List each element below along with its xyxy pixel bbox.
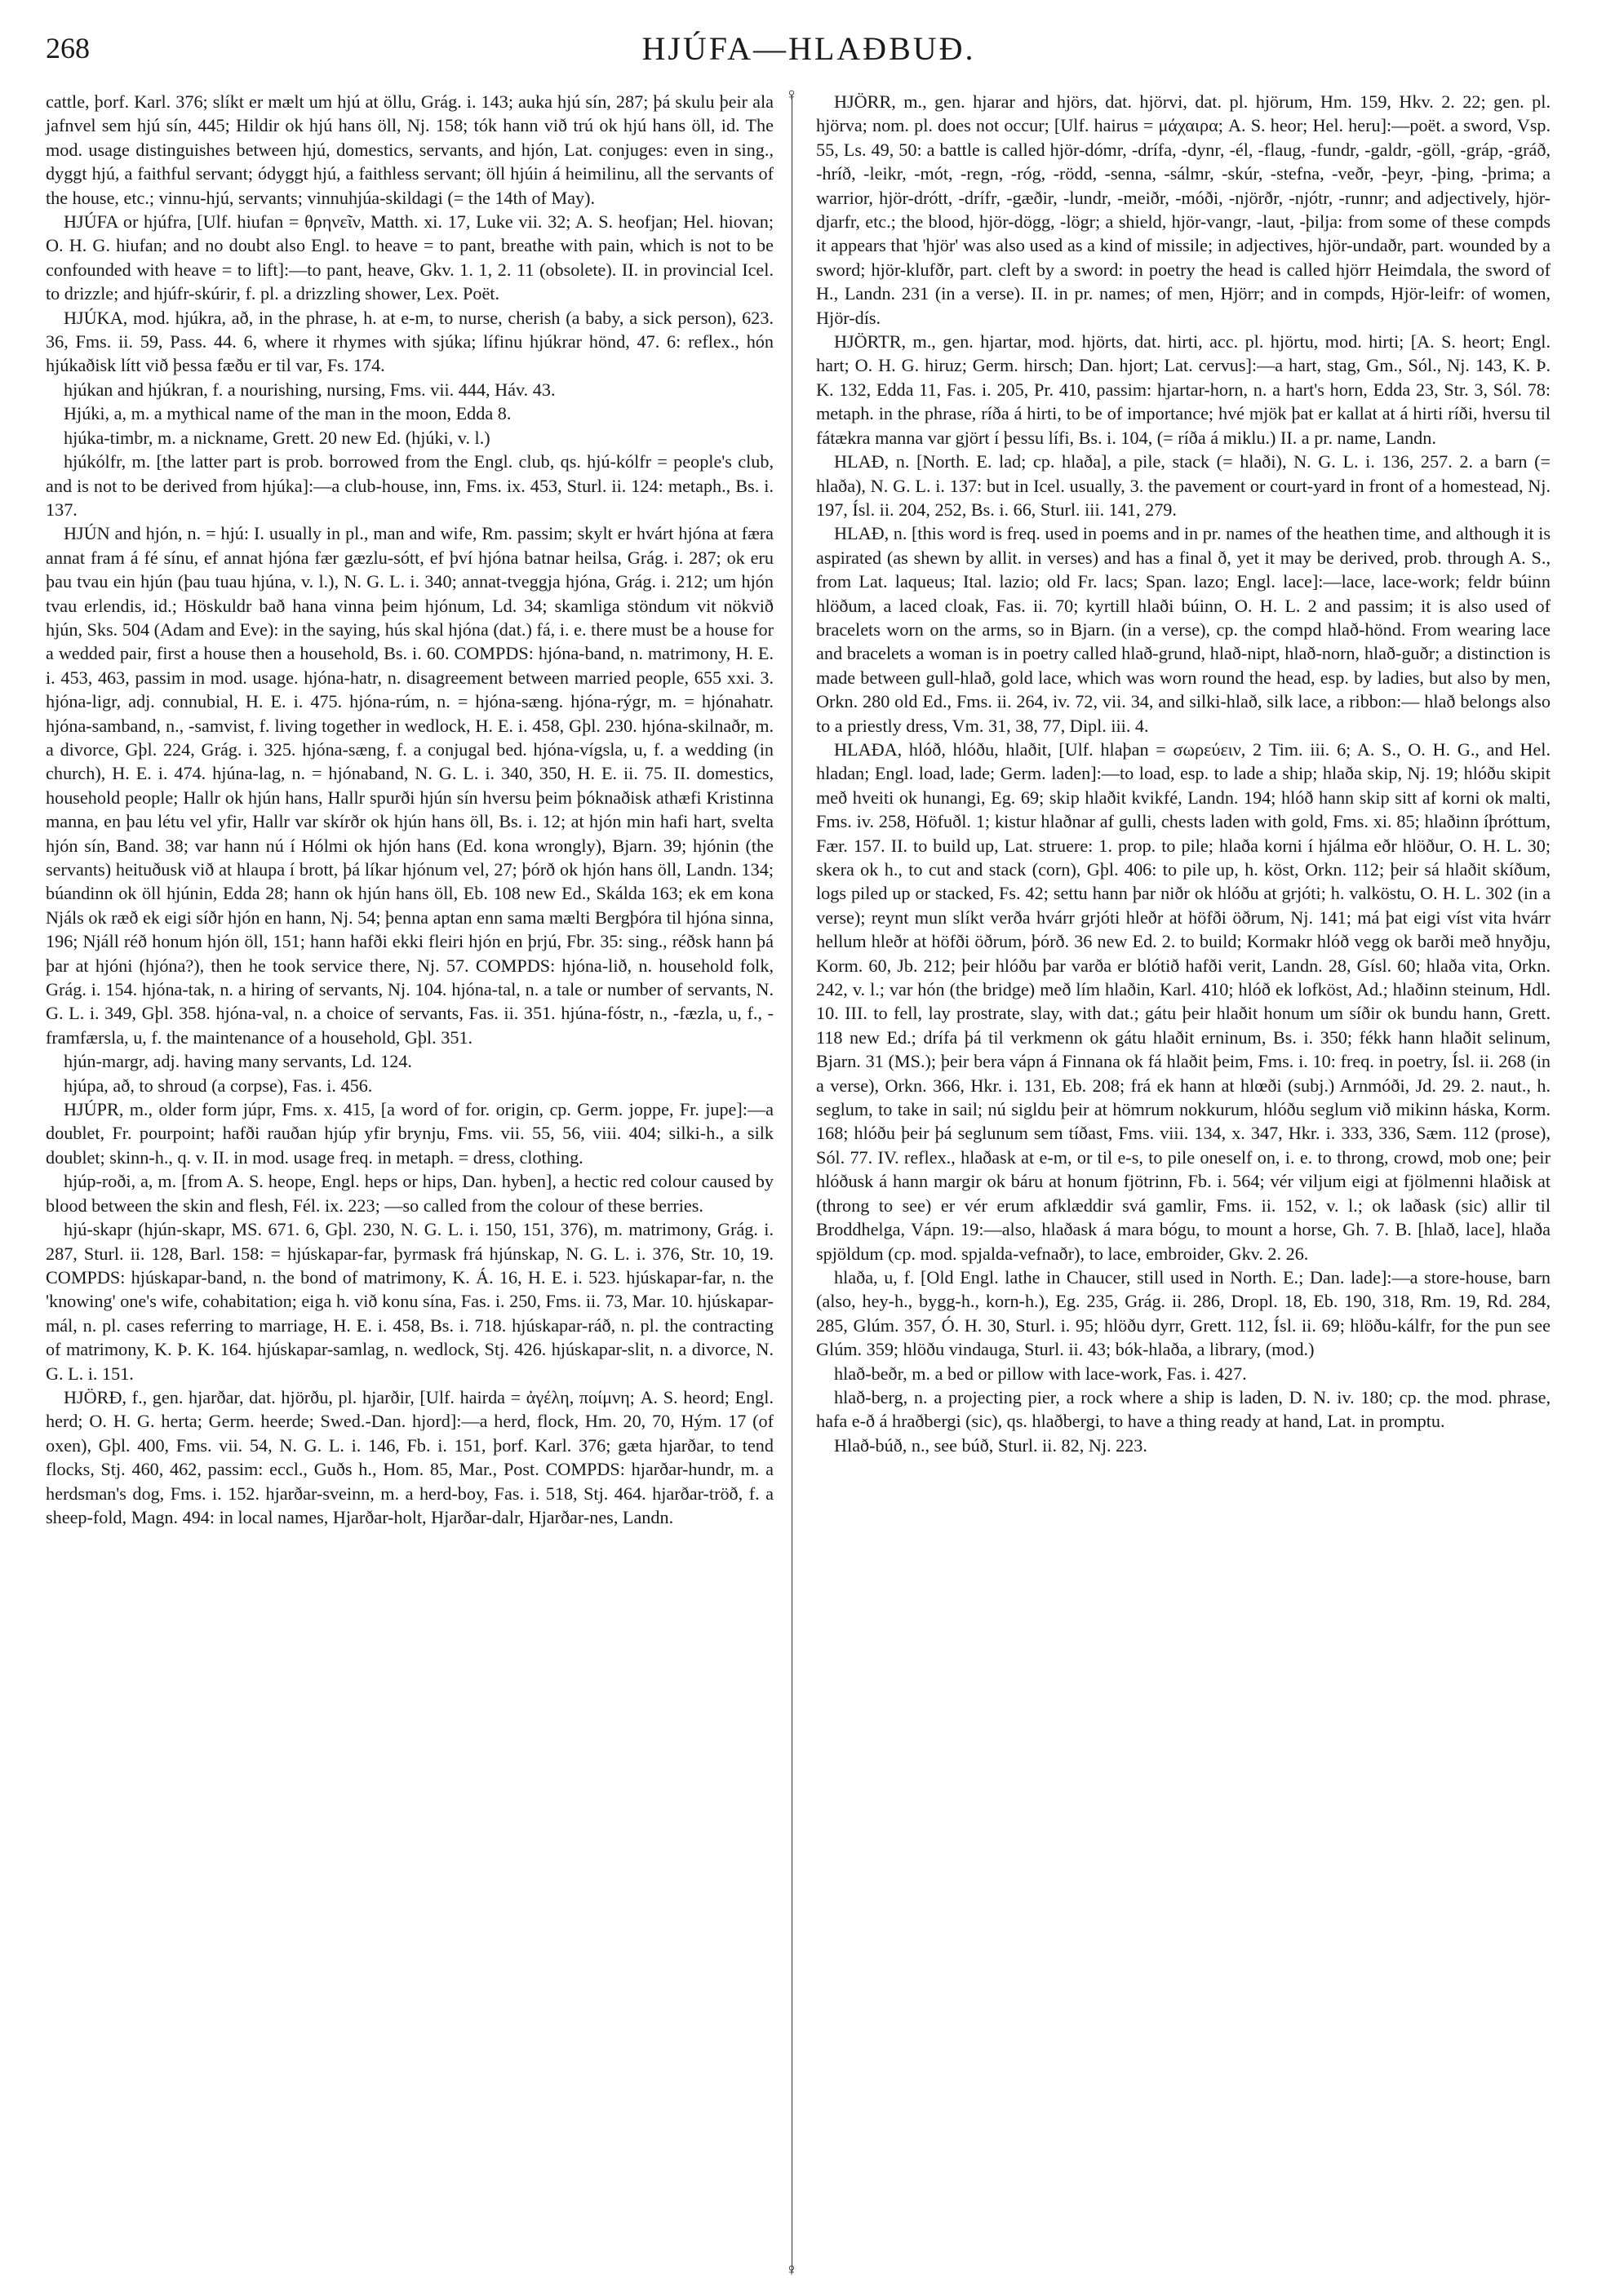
entry-paragraph: HJÚKA, mod. hjúkra, að, in the phrase, h. at e-m, to nurse, cherish (a baby, a sick person), 623. 36, Fms. ii. 59, Pass. 44. 6, where it rhymes with sjúka; lífinu hjúkrar hönd, 47. 6: reflex., hón hjúkaðisk lítt við þessa fæðu er til var, Fs. 174.	[46, 307, 774, 376]
entry-paragraph: HJÚPR, m., older form júpr, Fms. x. 415, [a word of for. origin, cp. Germ. joppe, Fr. jupe]:—a doublet, Fr. pourpoint; hafði rauðan hjúp yfir brynju, Fms. vii. 55, 56, viii. 404; silki-h., a silk doublet; skinn-h., q. v. II. in mod. usage freq. in metaph. = dress, clothing.	[46, 1099, 774, 1168]
entry-paragraph: hlaða, u, f. [Old Engl. lathe in Chaucer, still used in North. E.; Dan. lade]:—a store-house, barn (also, hey-h., bygg-h., korn-h.), Eg. 235, Grág. ii. 286, Dropl. 18, Eb. 190, 318, Rm. 19, Rd. 284, 285, Glúm. 357, Ó. H. 30, Sturl. i. 95; hlöðu dyrr, Grett. 112, Ísl. ii. 69; hlöðu-kálfr, for the pun see Glúm. 359; hlöðu vindauga, Sturl. ii. 43; bók-hlaða, a library, (mod.)	[816, 1266, 1551, 1360]
entry-paragraph: HLAÐ, n. [this word is freq. used in poems and in pr. names of the heathen time, and although it is aspirated (as shewn by allit. in verses) and has a final ð, yet it may be derived, prob. through A. S., from Lat. laqueus; Ital. lazio; old Fr. lacs; Span. lazo; Engl. lace]:—lace, lace-work; feldr búinn hlöðum, a laced cloak, Fas. ii. 70; kyrtill hlaði búinn, O. H. L. 2 and passim; it is also used of bracelets worn on the arms, so in Bjarn. (in a verse), cp. the compd hlað-hönd. From wearing lace and bracelets a woman is in poetry called hlað-grund, hlað-nipt, hlað-norn, hlað-guðr; a distinction is made between gull-hlað, gold lace, which was worn round the head, esp. by ladies, but also by men, Orkn. 280 old Ed., Fms. ii. 264, iv. 72, vii. 34, and silki-hlað, silk lace, a ribbon:— hlað belongs also to a priestly dress, Vm. 31, 38, 77, Dipl. iii. 4.	[816, 523, 1551, 736]
entry-paragraph: hjúkólfr, m. [the latter part is prob. borrowed from the Engl. club, qs. hjú-kólfr = people's club, and is not to be derived from hjúka]:—a club-house, inn, Fms. ix. 453, Sturl. ii. 124: metaph., Bs. i. 137.	[46, 451, 774, 520]
entry-paragraph: HJÖRTR, m., gen. hjartar, mod. hjörts, dat. hirti, acc. pl. hjörtu, mod. hirti; [A. S. heort; Engl. hart; O. H. G. hiruz; Germ. hirsch; Dan. hjort; Lat. cervus]:—a hart, stag, Gm., Sól., Nj. 143, K. Þ. K. 132, Edda 11, Fas. i. 205, Pr. 410, passim: hjartar-horn, n. a hart's horn, Edda 23, Str. 3, Sól. 78: metaph. in the phrase, ríða á hirti, to be of importance; hvé mjök þat er kallat at á hirti ríði, hversu til fátækra manna var gjört í þessu lífi, Bs. i. 104, (= ríða á miklu.) II. a pr. name, Landn.	[816, 331, 1551, 448]
entry-paragraph: Hlað-búð, n., see búð, Sturl. ii. 82, Nj. 223.	[834, 1434, 1147, 1456]
entry-paragraph: hjú-skapr (hjún-skapr, MS. 671. 6, Gþl. 230, N. G. L. i. 150, 151, 376), m. matrimony, Grág. i. 287, Sturl. ii. 128, Barl. 158: = hjúskapar-far, þyrmask frá hjúnskap, N. G. L. i. 376, Str. 10, 19. COMPDS: hjúskapar-band, n. the bond of matrimony, K. Á. 16, H. E. i. 523. hjúskapar-far, n. the 'knowing' one's wife, cohabitation; eiga h. við konu sína, Fas. i. 250, Fms. ii. 73, Mar. 10. hjúskapar-mál, n. pl. cases referring to marriage, H. E. i. 458, Bs. i. 718. hjúskapar-ráð, n. pl. the contracting of matrimony, K. Þ. K. 164. hjúskapar-samlag, n. wedlock, Stj. 426. hjúskapar-slit, n. a divorce, N. G. L. i. 151.	[46, 1219, 774, 1384]
entry-paragraph: HLAÐA, hlóð, hlóðu, hlaðit, [Ulf. hlaþan = σωρεύειν, 2 Tim. iii. 6; A. S., O. H. G., and Hel. hladan; Engl. load, lade; Germ. laden]:—to load, esp. to lade a ship; hlaða skip, Nj. 19; hlóðu skipit með hveiti ok hunangi, Eg. 69; skip hlaðit kvikfé, Landn. 194; hlóð hann skip sitt af korni ok malti, Fms. iv. 258, Höfuðl. 1; kistur hlaðnar af gulli, chests laden with gold, Fms. xi. 85; hlaðinn íþróttum, Fær. 157. II. to build up, Lat. struere: 1. prop. to pile; hlaða korni í hjálma eðr hlöður, O. H. L. 30; skera ok h., to cut and stack (corn), Gþl. 406: to pile up, h. köst, Orkn. 112; þeir sá hlaðit skíðum, logs piled up or stacked, Fs. 42; settu hann þar niðr ok hlóðu at grjóti; h. valköstu, O. H. L. 302 (in a verse); reynt mun slíkt verða hvárr grjóti hleðr at höfði öðrum, Nj. 141; má þat eigi víst vita hvárr hellum hleðr at höfði öðrum, þórð. 36 new Ed. 2. to build; Kormakr hlóð vegg ok barði með hnyðju, Korm. 60, Jb. 212; þeir hlóðu þar varða er blótið hafði verit, Landn. 28, Gísl. 60; hlaða vita, Orkn. 242, v. l.; var hón (the bridge) með lím hlaðin, Karl. 410; hlóð ek lofköst, Ad.; hlaðinn steinum, Hdl. 10. III. to fell, lay prostrate, slay, with dat.; gátu þeir hlaðit honum um síðir ok bundu hann, Grett. 118 new Ed.; drífa þá til verkmenn ok gátu hlaðit erninum, Bs. i. 350; fékk hann hlaðit selinum, Bjarn. 31 (MS.); þeir bera vápn á Finnana ok fá hlaðit þeim, Fms. i. 10: freq. in poetry, Ísl. ii. 268 (in a verse), Orkn. 366, Hkr. i. 131, Eb. 208; frá ek hann at hlœði (subj.) Arnmóði, Jd. 29. 2. naut., h. seglum, to take in sail; nú sigldu þeir at hömrum nokkurum, hlóðu seglum við mikinn háska, Korm. 168; hlóðu þeir þá seglunum sem tíðast, Fms. viii. 134, x. 347, Hkr. i. 333, 336, Sæm. 112 (prose), Sól. 77. IV. reflex., hlaðask at e-m, or til e-s, to pile oneself on, i. e. to throng, crowd, mob one; þeir hlóðusk á hann margir ok báru at honum fjötrinn, Fb. i. 564; vér viljum eigi at fjölmenni hlaðisk at (throng to see) er vér erum afklæddir svá gamlir, Fms. ii. 152, v. l.; ok laðask (sic) allir til Broddhelga, Vápn. 19:—also, hlaðask á mara bógu, to mount a horse, Gh. 7. B. [hlað, lace], hlaða spjöldum (cp. mod. spjalda-vefnaðr), to lace, embroider, Gkv. 2. 26.	[816, 738, 1551, 1264]
entry-paragraph: Hjúki, a, m. a mythical name of the man in the moon, Edda 8.	[64, 403, 512, 424]
page-header	[46, 24, 1572, 73]
left-column	[46, 90, 774, 1529]
entry-paragraph: HJÚN and hjón, n. = hjú: I. usually in pl., man and wife, Rm. passim; skylt er hvárt hjóna at færa annat fram á fé sínu, ef annat hjóna fær gæzlu-sótt, ef því hjóna batnar heilsa, Grág. i. 287; ok eru þau tvau ein hjún (þau tuau hjúna, v. l.), N. G. L. i. 340; annat-tveggja hjóna, Grág. i. 212; um hjón tvau erlendis, id.; Höskuldr bað hana vinna þeim hjónum, Ld. 34; skamliga stöndum vit nökvið hjún, Sks. 504 (Adam and Eve): in the saying, hús skal hjóna (dat.) fá, i. e. there must be a house for a wedded pair, first a house then a household, Bs. i. 60. COMPDS: hjóna-band, n. matrimony, H. E. i. 453, 463, passim in mod. usage. hjóna-hatr, n. disagreement between married people, 655 xxi. 3. hjóna-ligr, adj. connubial, H. E. i. 475. hjóna-rúm, n. = hjóna-sæng. hjóna-rýgr, m. = hjónahatr. hjóna-samband, n., -samvist, f. living together in wedlock, H. E. i. 458, Gþl. 230. hjóna-skilnaðr, m. a divorce, Gþl. 224, Grág. i. 325. hjóna-sæng, f. a conjugal bed. hjóna-vígsla, u, f. a wedding (in church), H. E. i. 474. hjúna-lag, n. = hjónaband, N. G. L. i. 340, 350, H. E. ii. 75. II. domestics, household people; Hallr ok hjún hans, Hallr spurði hjún sín hversu þeim þóknaðisk athæfi Kristinna manna, en þau létu vel yfir, Hallr var skírðr ok hjún hans öll, Bs. i. 12; at hjón min hafi hart, svelta hjón sín, Band. 38; var hann nú í Hólmi ok hjón hans (Ed. kona wrongly), Bjarn. 39; hjónin (the servants) heituðusk við at hlaupa í brott, þá líkar hjónum vel, 27; þórð ok hjón hans öll, Landn. 134; búandinn ok öll hjúnin, Edda 28; hann ok hjún hans öll, Eb. 108 new Ed., Skálda 163; ek em kona Njáls ok ræð ek eigi síðr hjón en hann, Nj. 54; þenna aptan enn sama mælti Bergþóra til hjóna sinna, 196; Njáll réð honum hjón öll, 151; hann hafði ekki fleiri hjón en þrjú, Fbr. 35: sing., réðsk hann þá þar at hjóni (hjóna?), then he took service there, Nj. 57. COMPDS: hjóna-lið, n. household folk, Grág. i. 154. hjóna-tak, n. a hiring of servants, Nj. 104. hjóna-tal, n. a tale or number of servants, N. G. L. i. 349, Gþl. 358. hjóna-val, n. a choice of servants, Fas. ii. 351. hjúna-fóstr, n., -fæzla, u, f., -framfærsla, u, f. the maintenance of a household, Gþl. 351.	[46, 523, 774, 1048]
entry-paragraph: HJÖRR, m., gen. hjarar and hjörs, dat. hjörvi, dat. pl. hjörum, Hm. 159, Hkv. 2. 22; gen. pl. hjörva; nom. pl. does not occur; [Ulf. hairus = μάχαιρα; A. S. heor; Hel. heru]:—poët. a sword, Vsp. 55, Ls. 49, 50: a battle is called hjör-dómr, -drífa, -dynr, -él, -flaug, -fundr, -galdr, -göll, -gráp, -gráð, -hríð, -leikr, -mót, -regn, -róg, -rödd, -senna, -sálmr, -skúr, -stefna, -veðr, -þeyr, -þing, -þrima; a warrior, hjör-drótt, -drífr, -gæðir, -lundr, -meiðr, -móði, -njörðr, -njótr, -runnr; and adjectively, hjör-djarfr, etc.; the blood, hjör-dögg, -lögr; a shield, hjör-vangr, -laut, -þilja: from some of these compds it appears that 'hjör' was also used as a kind of missile; in adjectives, hjör-undaðr, part. wounded by a sword; hjör-klufðr, part. cleft by a sword: in poetry the head is called hjörr Heimdala, the sword of H., Landn. 231 (in a verse). II. in pr. names; of men, Hjörr; and in compds, Hjör-leifr: of women, Hjör-dís.	[816, 91, 1551, 328]
entry-paragraph: hlað-beðr, m. a bed or pillow with lace-work, Fas. i. 427.	[834, 1363, 1247, 1384]
entry-paragraph: hjúpa, að, to shroud (a corpse), Fas. i. 456.	[64, 1075, 373, 1096]
entry-paragraph: hjún-margr, adj. having many servants, Ld. 124.	[64, 1051, 412, 1072]
entry-paragraph: HLAÐ, n. [North. E. lad; cp. hlaða], a pile, stack (= hlaði), N. G. L. i. 136, 257. 2. a barn (= hlaða), N. G. L. i. 137: but in Icel. usually, 3. the pavement or court-yard in front of a homestead, Nj. 197, Ísl. ii. 204, 252, Bs. i. 66, Sturl. iii. 141, 279.	[816, 451, 1551, 520]
entry-paragraph: HJÚFA or hjúfra, [Ulf. hiufan = θρηνεῖν, Matth. xi. 17, Luke vii. 32; A. S. heofjan; Hel. hiovan; O. H. G. hiufan; and no doubt also Engl. to heave = to pant, breathe with pain, which is not to be confounded with heave = to lift]:—to pant, heave, Gkv. 1. 1, 2. 11 (obsolete). II. in provincial Icel. to drizzle; and hjúfr-skúrir, f. pl. a drizzling shower, Lex. Poët.	[46, 211, 774, 304]
entry-paragraph: hjúkan and hjúkran, f. a nourishing, nursing, Fms. vii. 444, Háv. 43.	[64, 379, 556, 400]
entry-paragraph: hjúka-timbr, m. a nickname, Grett. 20 new Ed. (hjúki, v. l.)	[64, 427, 490, 448]
column-ornament-bottom: ♀	[784, 2259, 799, 2280]
right-column	[816, 90, 1551, 1457]
entry-paragraph: hjúp-roði, a, m. [from A. S. heope, Engl. heps or hips, Dan. hyben], a hectic red colour caused by blood between the skin and flesh, Fél. ix. 223; —so called from the colour of these berries.	[46, 1171, 774, 1216]
running-title: HJÚFA—HLAÐBUÐ.	[641, 30, 976, 67]
entry-paragraph: cattle, þorf. Karl. 376; slíkt er mælt um hjú at öllu, Grág. i. 143; auka hjú sín, 287; þá skulu þeir ala jafnvel sem hjú sín, 445; Hildir ok hjú hans öll, Nj. 158; tók hann við trú ok hjú hans öll, id. The mod. usage distinguishes between hjú, domestics, servants, and hjón, Lat. conjuges: even in sing., dyggt hjú, a faithful servant; ódyggt hjú, a faithless servant; öll hjúin á heimilinu, all the servants of the house, etc.; vinnu-hjú, servants; vinnuhjúa-skildagi (= the 14th of May).	[46, 91, 774, 208]
entry-paragraph: HJÖRÐ, f., gen. hjarðar, dat. hjörðu, pl. hjarðir, [Ulf. hairda = ἀγέλη, ποίμνη; A. S. heord; Engl. herd; O. H. G. herta; Germ. heerde; Swed.-Dan. hjord]:—a herd, flock, Hm. 20, 70, Hým. 17 (of oxen), Gþl. 400, Fms. vii. 54, N. G. L. i. 146, Fb. i. 151, þorf. Karl. 376; gæta hjarðar, to tend flocks, Stj. 460, 462, passim: eccl., Guðs h., Hom. 85, Mar., Post. COMPDS: hjarðar-hundr, m. a herdsman's dog, Fms. i. 152. hjarðar-sveinn, m. a herd-boy, Fas. i. 518, Stj. 464. hjarðar-tröð, f. a sheep-fold, Magn. 494: in local names, Hjarðar-holt, Hjarðar-dalr, Hjarðar-nes, Landn.	[46, 1386, 774, 1527]
page-number: 268	[46, 32, 90, 64]
entry-paragraph: hlað-berg, n. a projecting pier, a rock where a ship is laden, D. N. iv. 180; cp. the mod. phrase, hafa e-ð á hraðbergi (sic), qs. hlaðbergi, to have a thing ready at hand, Lat. in promptu.	[816, 1386, 1551, 1432]
column-ornament-top: ♀	[784, 84, 799, 104]
